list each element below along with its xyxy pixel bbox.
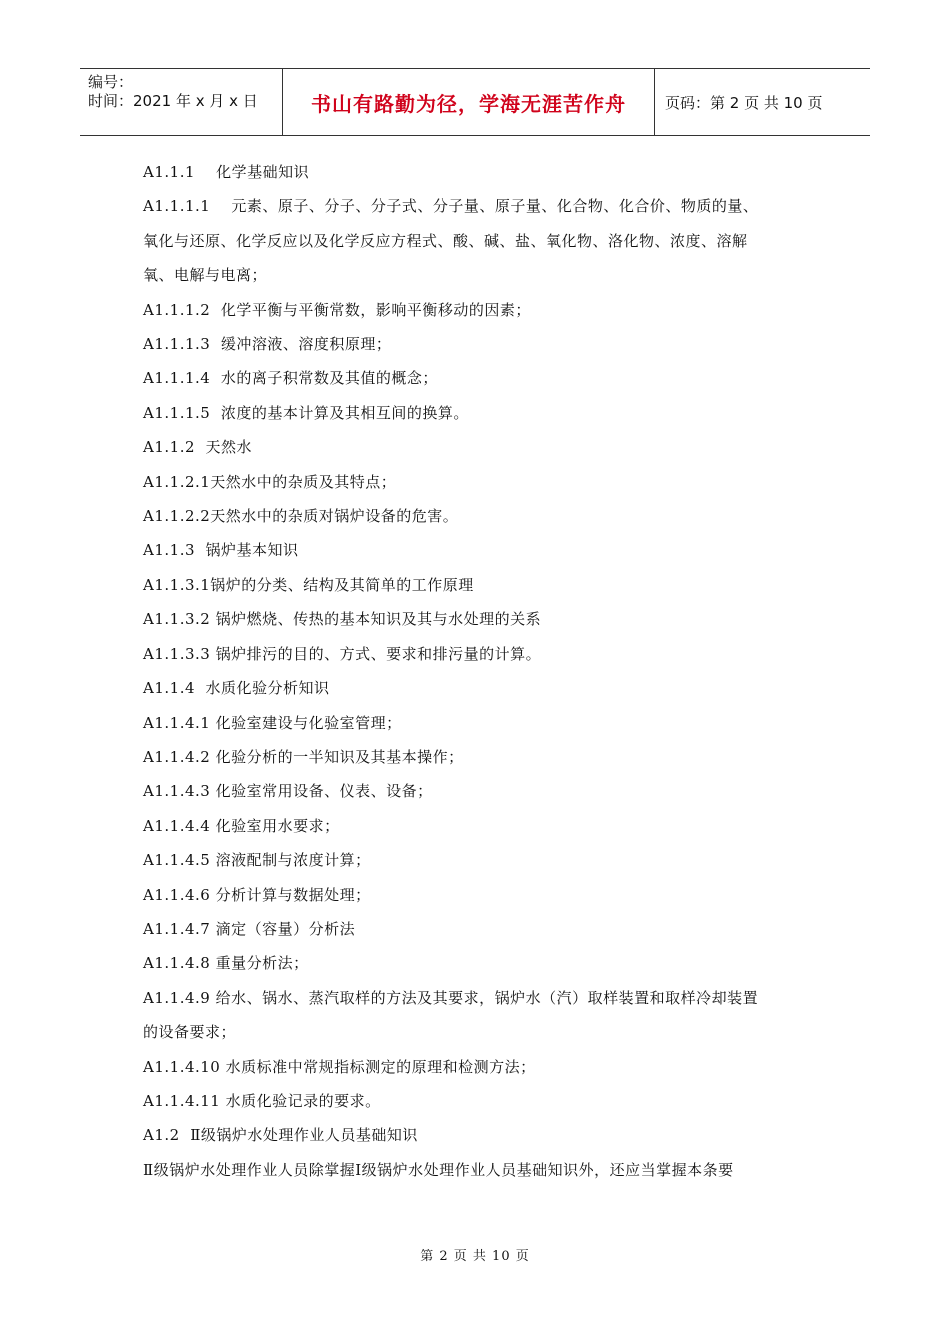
body-line: A1.1.4.8 重量分析法；	[143, 954, 309, 973]
body-line: A1.1.4.2 化验分析的一半知识及其基本操作；	[143, 747, 464, 766]
body-line: A1.2 Ⅱ级锅炉水处理作业人员基础知识	[143, 1126, 418, 1145]
time-label: 时间：2021 年 x 月 x 日	[88, 92, 258, 110]
body-line: A1.1.1.4 水的离子积常数及其值的概念；	[143, 369, 438, 388]
body-line: Ⅱ级锅炉水处理作业人员除掌握Ⅰ级锅炉水处理作业人员基础知识外，还应当掌握本条要	[143, 1160, 734, 1179]
body-line: A1.1.4.3 化验室常用设备、仪表、设备；	[143, 782, 433, 801]
header-meta	[80, 69, 282, 135]
body-line: A1.1.4.11 水质化验记录的要求。	[143, 1091, 381, 1110]
body-line: 的设备要求；	[143, 1023, 237, 1042]
body-line: A1.1.4.1 化验室建设与化验室管理；	[143, 713, 402, 732]
page-header	[80, 68, 870, 136]
document-body	[143, 155, 813, 1187]
body-line: A1.1.2.1天然水中的杂质及其特点；	[143, 472, 397, 491]
body-line: 氧、电解与电离；	[143, 266, 268, 285]
body-line: 氧化与还原、化学反应以及化学反应方程式、酸、碱、盐、氧化物、洛化物、浓度、溶解	[143, 231, 748, 250]
body-line: A1.1.1.5 浓度的基本计算及其相互间的换算。	[143, 403, 469, 422]
page-footer: 第 2 页 共 10 页	[420, 1249, 530, 1264]
body-line: A1.1.3.3 锅炉排污的目的、方式、要求和排污量的计算。	[143, 644, 542, 663]
body-line: A1.1.1.2 化学平衡与平衡常数，影响平衡移动的因素；	[143, 300, 531, 319]
serial-label: 编号：	[88, 73, 134, 91]
body-line: A1.1.2.2天然水中的杂质对锅炉设备的危害。	[143, 507, 459, 526]
body-line: A1.1.1.3 缓冲溶液、溶度积原理；	[143, 335, 392, 354]
body-line: A1.1.1 化学基础知识	[143, 163, 310, 181]
body-line: A1.1.4.5 溶液配制与浓度计算；	[143, 851, 371, 870]
body-line: A1.1.4.10 水质标准中常规指标测定的原理和检测方法；	[143, 1057, 536, 1076]
header-page-info: 页码：第 2 页 共 10 页	[665, 93, 823, 112]
body-line: A1.1.3.2 锅炉燃烧、传热的基本知识及其与水处理的关系	[143, 610, 542, 629]
body-line: A1.1.1.1 元素、原子、分子、分子式、分子量、原子量、化合物、化合价、物质的量、	[143, 197, 759, 216]
body-line: A1.1.4.6 分析计算与数据处理；	[143, 885, 371, 904]
body-line: A1.1.4 水质化验分析知识	[143, 679, 330, 698]
body-line: A1.1.4.4 化验室用水要求；	[143, 816, 340, 835]
body-line: A1.1.3.1锅炉的分类、结构及其简单的工作原理	[143, 575, 474, 594]
body-line: A1.1.4.7 滴定（容量）分析法	[143, 919, 356, 938]
body-line: A1.1.4.9 给水、锅水、蒸汽取样的方法及其要求，锅炉水（汽）取样装置和取样冷却装置	[143, 988, 759, 1007]
body-line: A1.1.3 锅炉基本知识	[143, 541, 299, 560]
body-line: A1.1.2 天然水	[143, 438, 253, 457]
header-motto: 书山有路勤为径，学海无涯苦作舟	[282, 69, 655, 135]
